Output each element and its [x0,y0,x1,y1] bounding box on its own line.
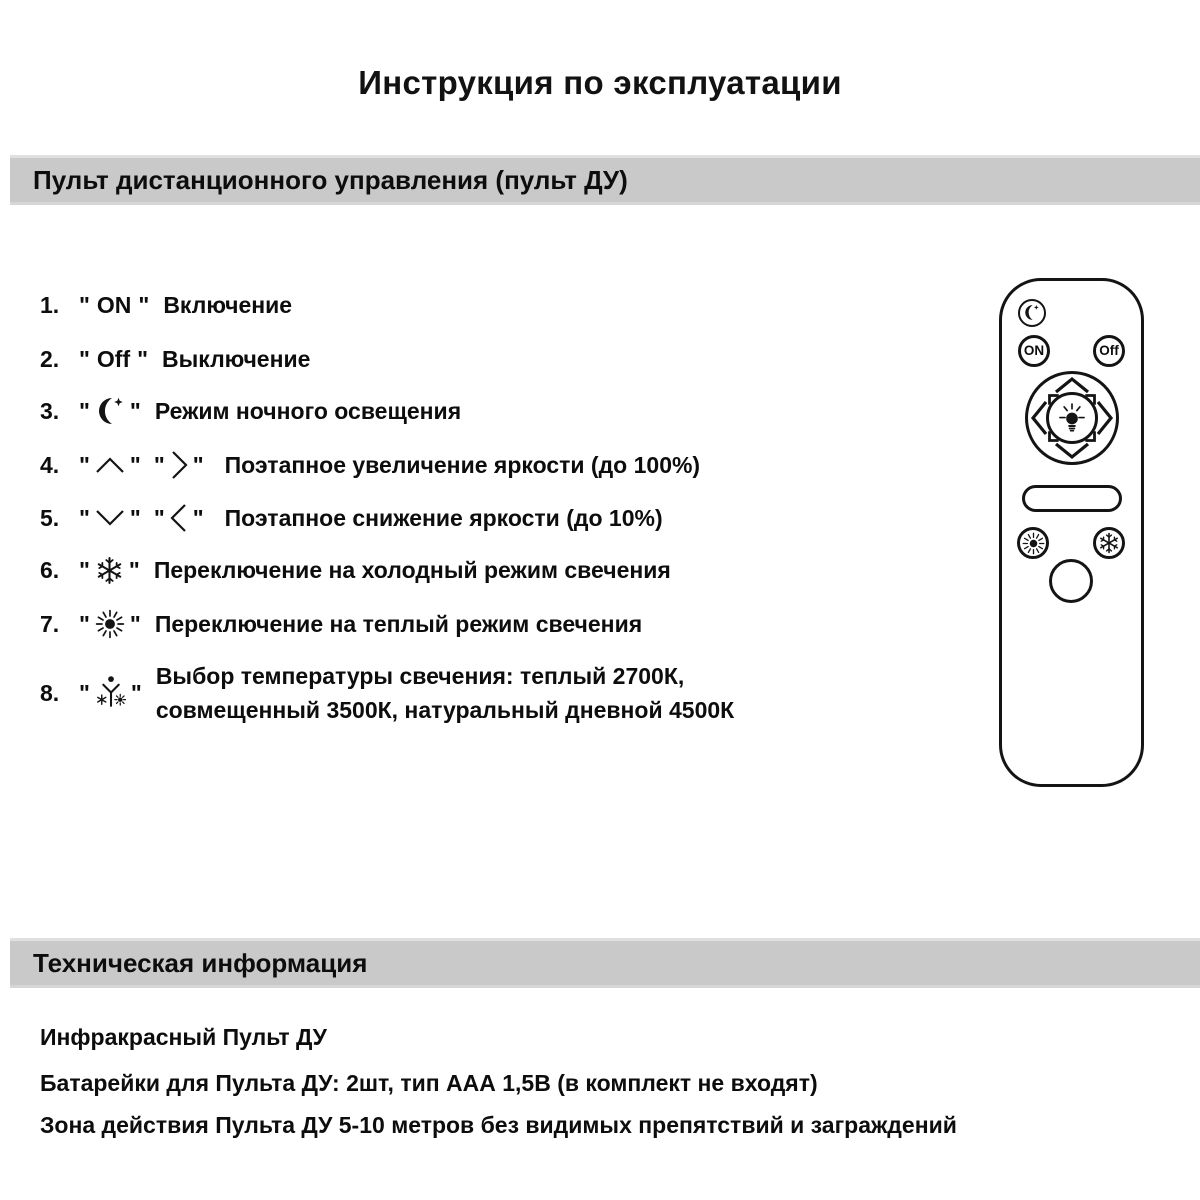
chevron-right-icon [170,450,188,480]
chevron-down-icon [1056,444,1088,457]
quote-mark: " [129,397,141,424]
quote-mark: " [79,557,90,583]
quote-mark: " [138,292,150,318]
round-button [1049,559,1093,603]
item-text [156,659,734,727]
chevron-left-icon [170,503,188,533]
crescent-moon-star-icon [95,396,125,426]
chevron-left-icon [1033,402,1046,434]
sun-icon [95,609,125,639]
nav-pad [1025,371,1119,465]
list-item-7 [40,609,642,639]
item-number: 8. [40,679,60,706]
quote-mark: " [137,346,149,372]
off-button [1093,335,1125,367]
off-label: Off [96,346,131,372]
quote-mark: " [153,504,165,531]
item-number: 7. [40,610,60,637]
item-text-line1: Выбор температуры свечения: теплый 2700К, [155,663,685,689]
quote-mark: " [79,346,90,372]
quote-mark: " [129,610,141,637]
quote-mark: " [79,292,90,318]
list-item-8 [40,659,734,727]
chevron-down-icon [95,509,125,527]
list-item-6 [40,556,671,585]
quote-mark: " [79,610,90,637]
section-header-remote-label: Пульт дистанционного управления (пульт ДУ) [33,164,628,195]
remote-illustration [999,278,1144,787]
page-title: Инструкция по эксплуатации [358,64,842,101]
quote-mark: " [79,397,90,424]
item-text: Переключение на теплый режим свечения [154,610,643,637]
on-button [1018,335,1050,367]
pill-button [1022,485,1122,512]
on-label: ON [96,292,132,318]
chevron-right-icon [1098,402,1111,434]
list-item-3 [40,396,461,426]
on-button-label: ON [1023,343,1045,358]
quote-mark: " [79,504,90,531]
item-text: Поэтапное увеличение яркости (до 100%) [224,451,701,478]
item-text: Переключение на холодный режим свечения [153,557,671,583]
snowflake-icon [95,556,124,585]
item-text: Включение [163,292,293,318]
crescent-moon-star-icon [1023,304,1040,321]
quote-mark: " [79,451,90,478]
night-mode-button [1018,299,1046,327]
quote-mark: " [130,679,142,706]
chevron-up-icon [95,456,125,474]
item-text: Режим ночного освещения [154,397,462,424]
temperature-select-icon [95,675,126,712]
quote-mark: " [192,504,204,531]
chevron-up-icon [1056,379,1088,392]
item-number: 5. [40,504,60,531]
quote-mark: " [128,557,140,583]
section-header-technical-label: Техническая информация [33,947,368,978]
quote-mark: " [129,451,141,478]
tech-line-1: Инфракрасный Пульт ДУ [40,1024,327,1050]
snowflake-icon [1098,532,1120,554]
item-text: Поэтапное снижение яркости (до 10%) [224,504,663,531]
section-header-remote [10,155,1200,205]
section-header-technical [10,938,1200,988]
quote-mark: " [192,451,204,478]
item-number: 2. [40,346,60,372]
item-text: Выключение [162,346,311,372]
item-text-line2: совмещенный 3500К, натуральный дневной 4500К [155,697,735,723]
list-item-2 [40,346,310,373]
tech-line-3: Зона действия Пульта ДУ 5-10 метров без видимых препятствий и заграждений [40,1112,957,1138]
quote-mark: " [129,504,141,531]
quote-mark: " [153,451,165,478]
list-item-5 [40,503,663,533]
item-number: 6. [40,557,60,583]
list-item-4 [40,450,700,480]
tech-line-2: Батарейки для Пульта ДУ: 2шт, тип ААА 1,5В (в комплект не входят) [40,1070,818,1096]
cold-mode-button [1093,527,1125,559]
item-number: 3. [40,397,60,424]
light-bulb-icon [1059,403,1085,433]
quote-mark: " [79,679,90,706]
item-number: 4. [40,451,60,478]
list-item-1 [40,292,292,319]
warm-mode-button [1017,527,1049,559]
brightness-bulb-button [1046,392,1098,444]
off-button-label: Off [1099,343,1119,358]
item-number: 1. [40,292,60,318]
sun-icon [1022,532,1045,555]
